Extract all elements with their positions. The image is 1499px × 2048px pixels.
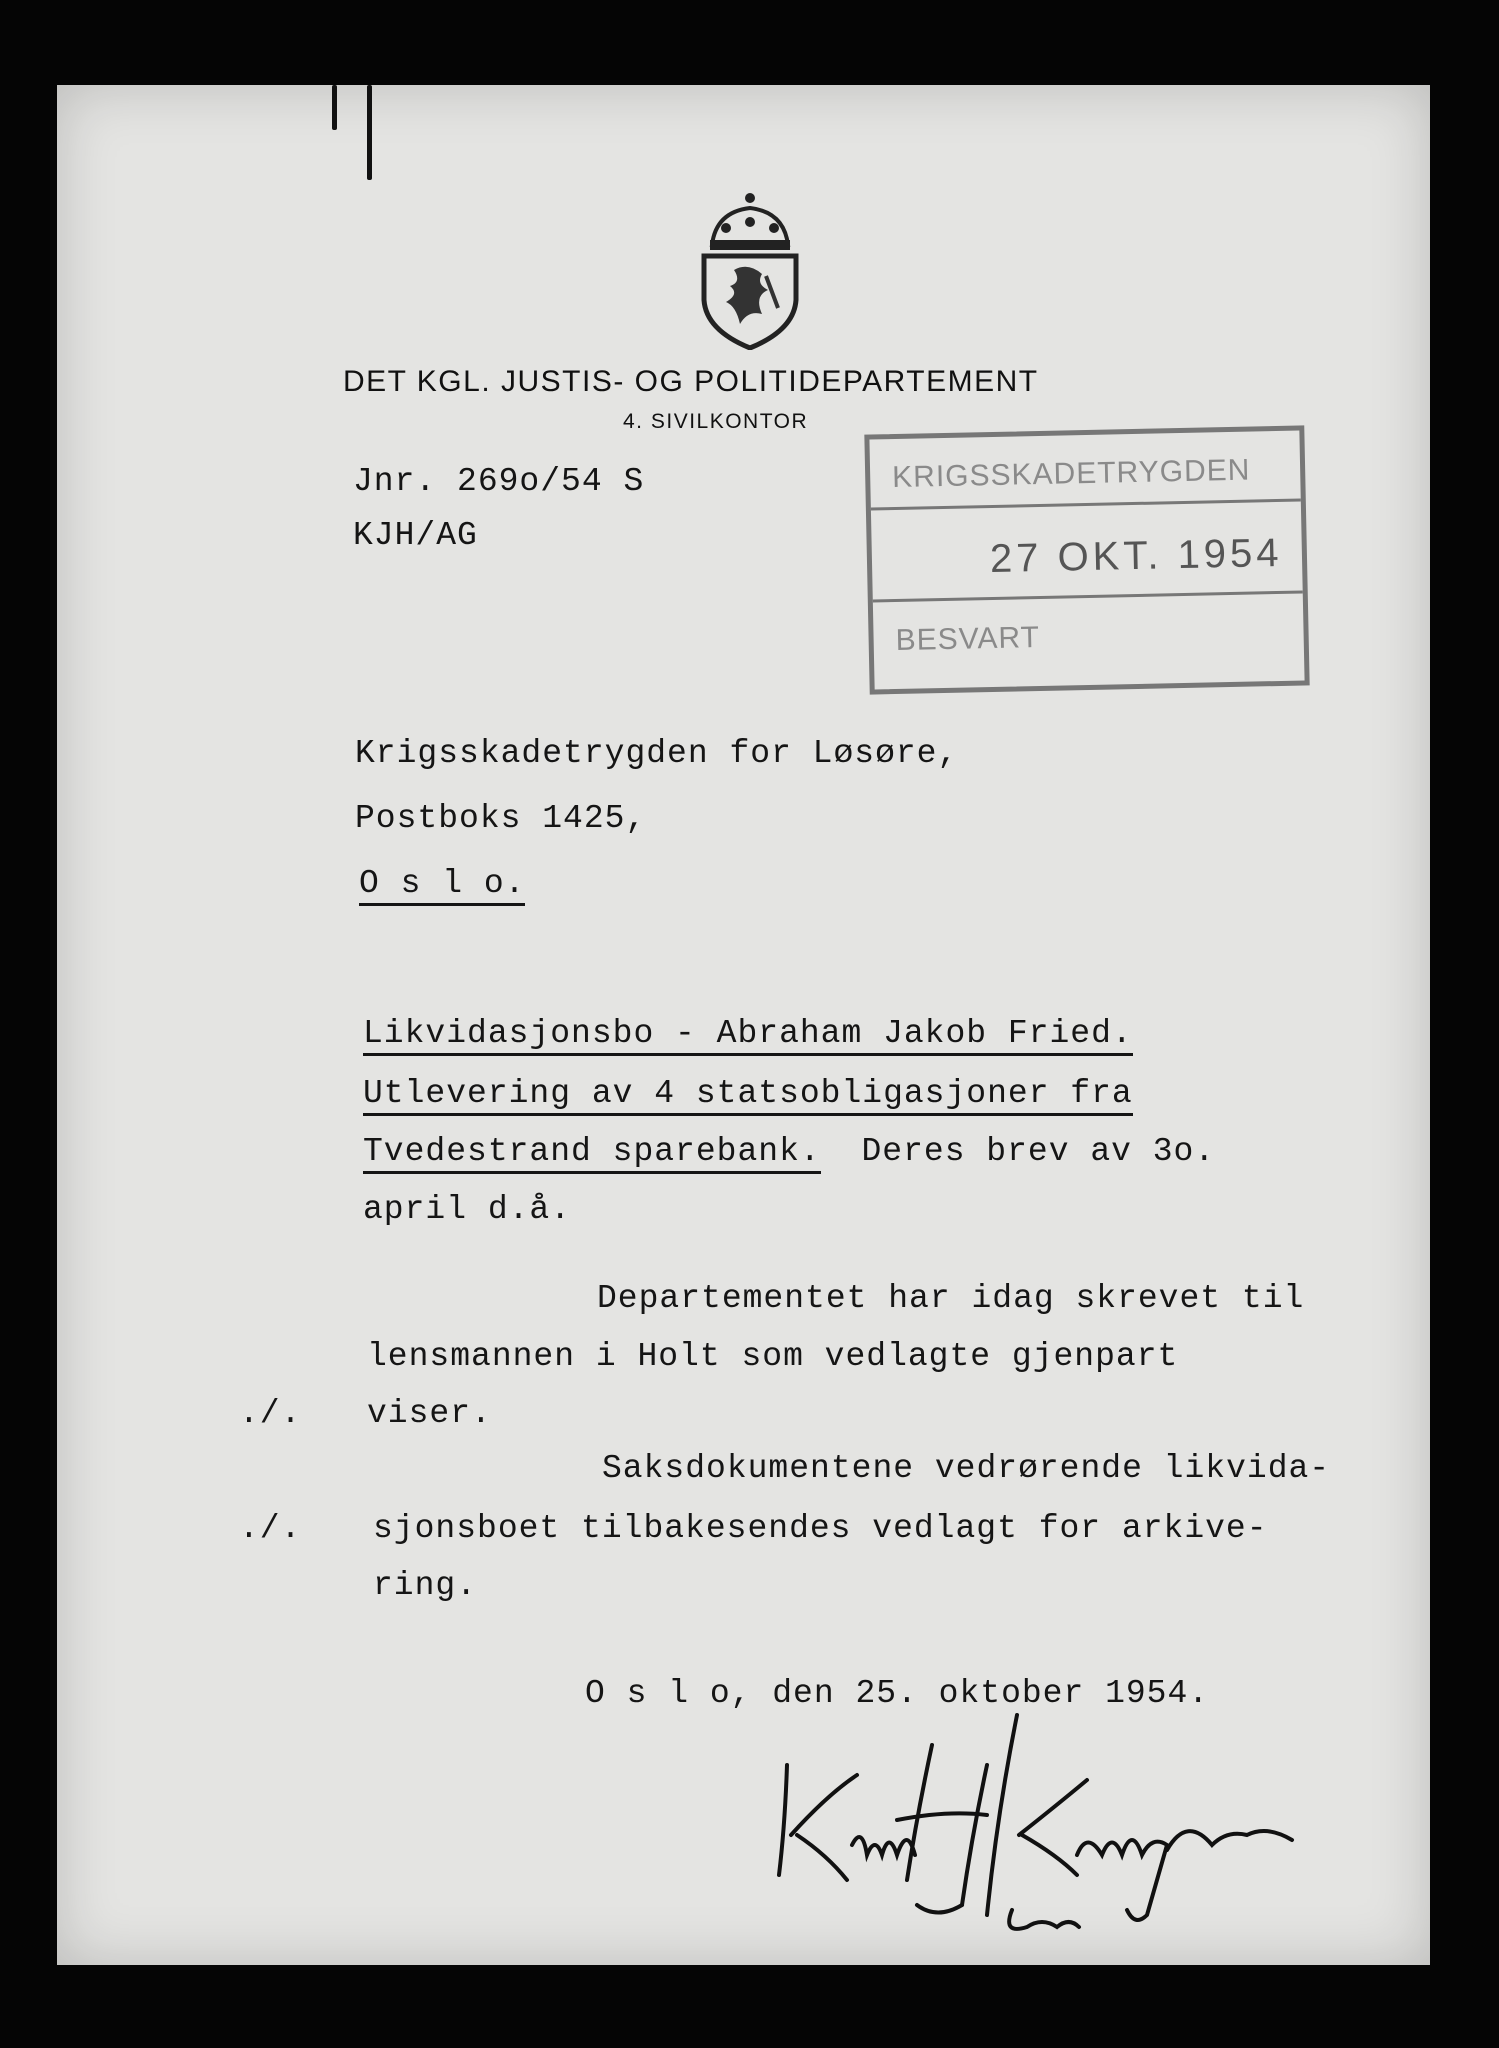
subject-line: Utlevering av 4 statsobligasjoner fra [363,1075,1133,1116]
department-name: DET KGL. JUSTIS- OG POLITIDEPARTEMENT [343,365,1039,398]
place-and-date: O s l o, den 25. oktober 1954. [585,1675,1210,1712]
body-text: Departementet har idag skrevet til [597,1280,1305,1317]
subject-line: Likvidasjonsbo - Abraham Jakob Fried. [363,1015,1133,1056]
subject-reference: Deres brev av 3o. [861,1133,1216,1170]
journal-number: Jnr. 269o/54 S [353,463,645,500]
body-text: sjonsboet tilbakesendes vedlagt for arkive- [373,1510,1268,1547]
subject-line [363,1133,1215,1170]
recipient-line: Postboks 1425, [355,800,647,837]
stamp-date: 27 OKT. 1954 [989,530,1283,582]
body-text: ring. [373,1567,478,1604]
punch-mark [367,85,372,180]
recipient-line: Krigsskadetrygden for Løsøre, [355,735,959,772]
stamp-organisation: KRIGSSKADETRYGDEN [891,453,1251,495]
stamp-divider [871,499,1301,511]
punch-mark [332,85,337,130]
subject-bank: Tvedestrand sparebank. [363,1133,821,1174]
received-stamp [864,425,1309,694]
body-text: Saksdokumentene vedrørende likvida- [602,1450,1331,1487]
stamp-status: BESVART [895,621,1041,658]
initials: KJH/AG [353,517,478,554]
enclosure-mark: ./. [239,1395,302,1432]
stamp-divider [873,590,1303,602]
letter-sheet [57,85,1430,1965]
recipient-city: O s l o. [359,865,525,906]
royal-coat-of-arms-icon [682,190,818,350]
office-name: 4. SIVILKONTOR [623,410,809,433]
enclosure-mark: ./. [239,1510,302,1547]
handwritten-signature [757,1705,1317,1935]
body-text: lensmannen i Holt som vedlagte gjenpart [367,1338,1179,1375]
body-text: viser. [367,1395,492,1432]
subject-line: april d.å. [363,1191,572,1228]
